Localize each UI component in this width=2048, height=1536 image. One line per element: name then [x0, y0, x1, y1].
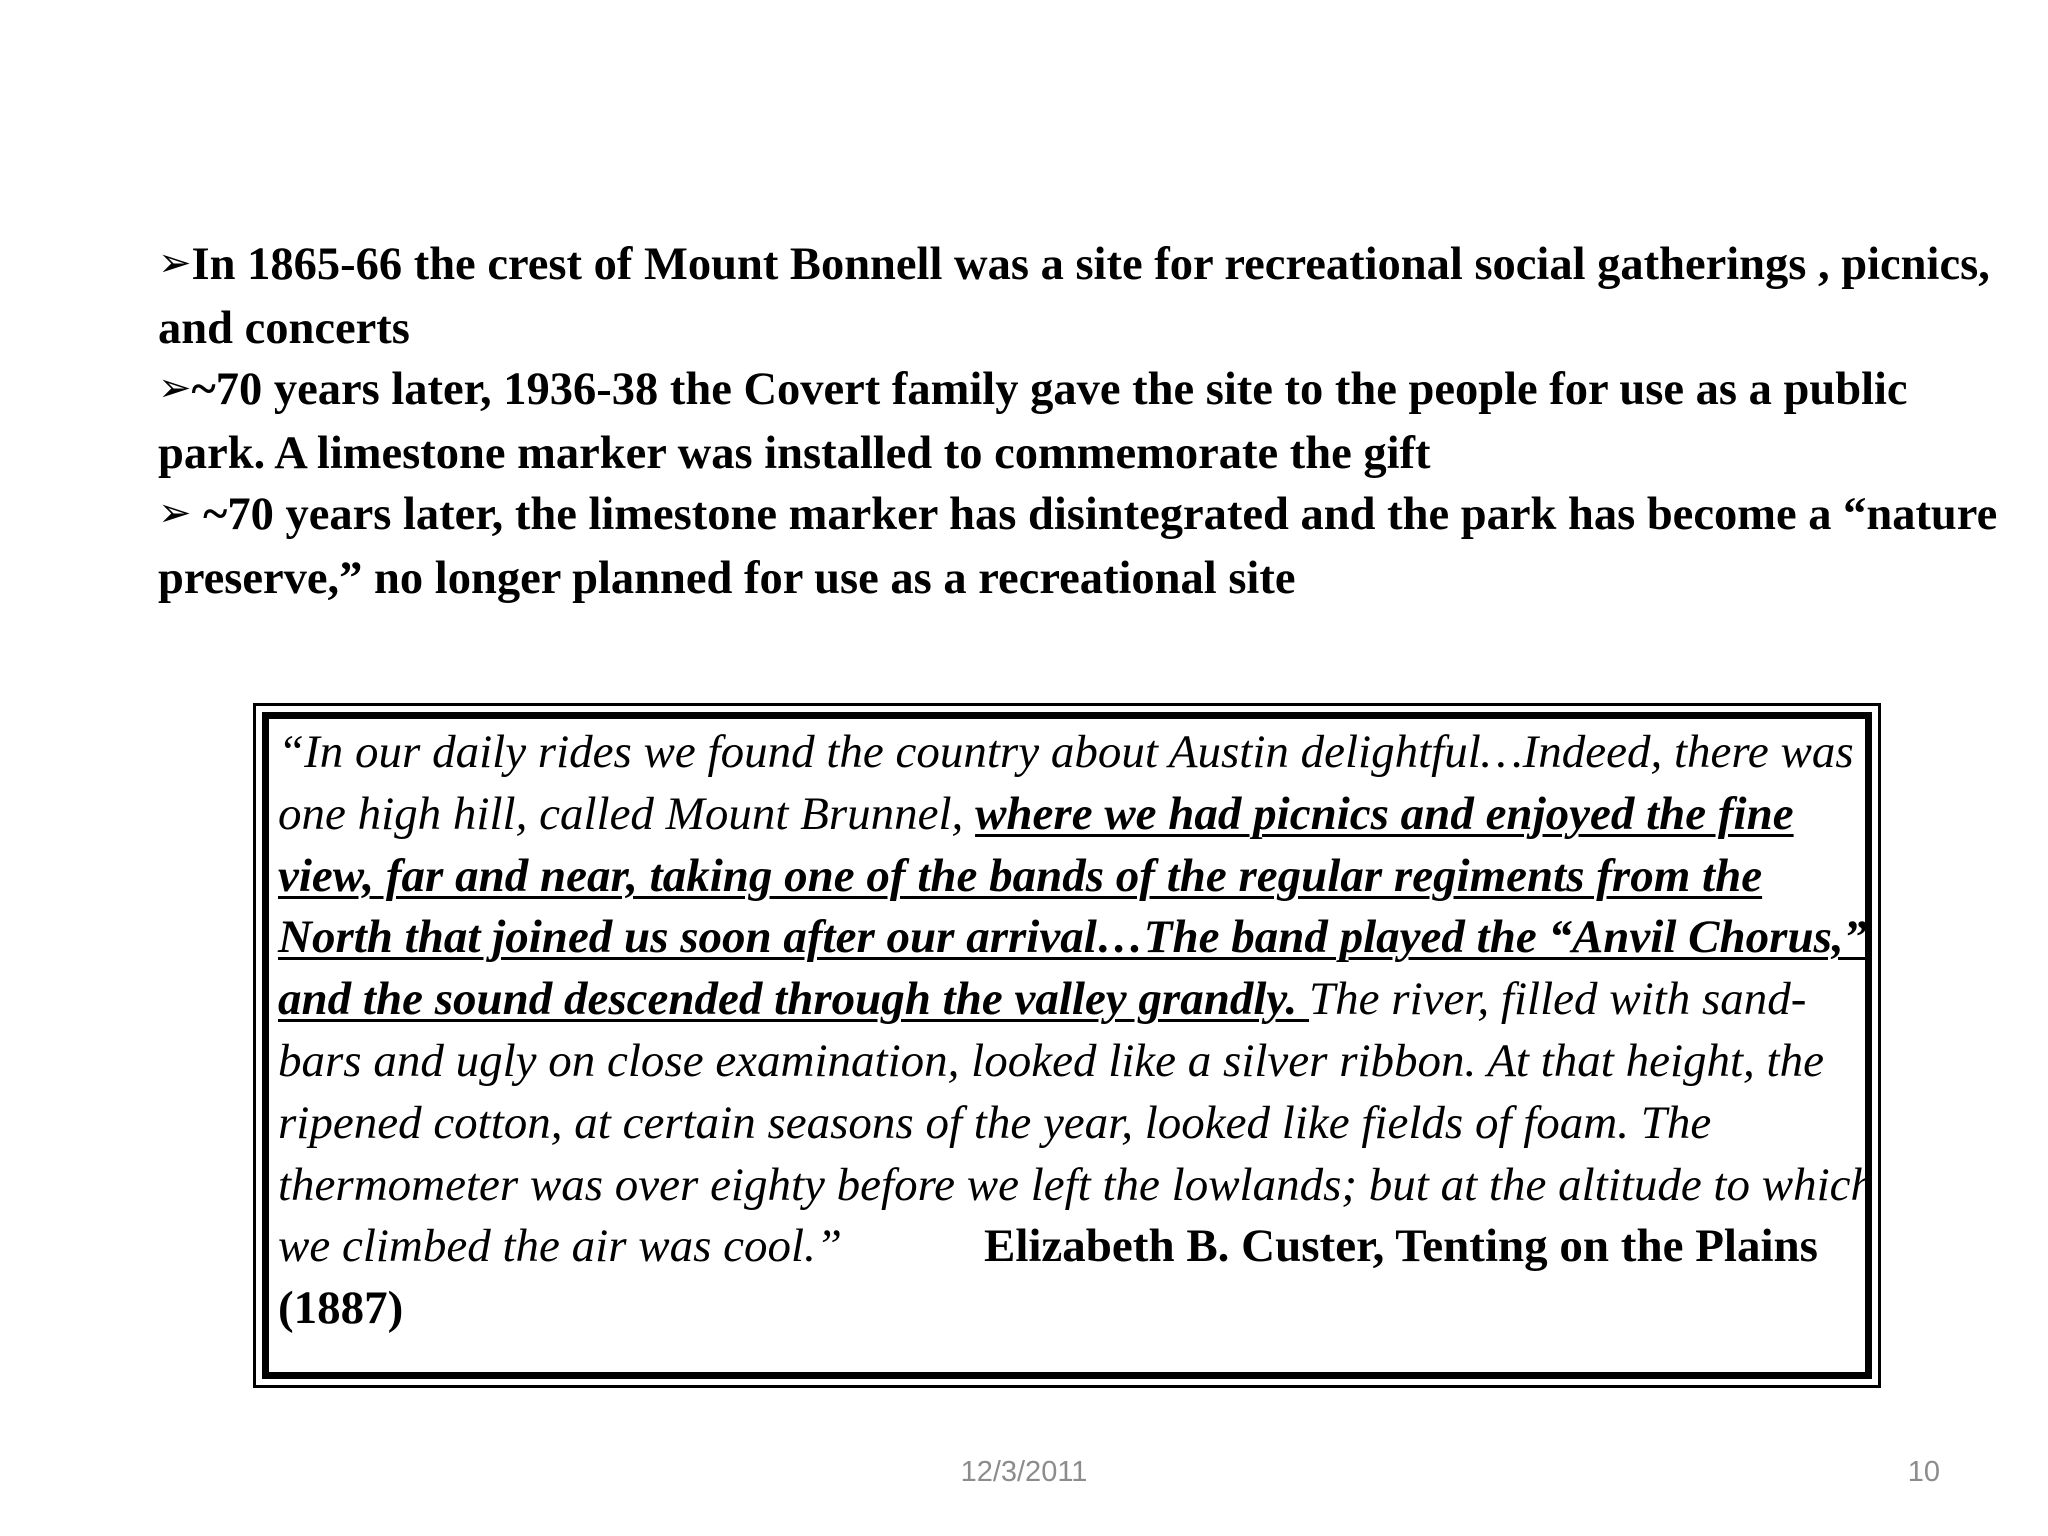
bullet-item-3: [158, 484, 2008, 609]
quote-part-2: The river, filled with sand-bars and ugly on close examination, looked like a silver ribbon. At that height, the ripened cotton, at certain seasons of the year, looked like fields of foam. The thermometer was over eighty before we left the lowlands; but at the altitude to which we climbed the air was cool.”: [278, 973, 1875, 1273]
arrow-bullet-icon: ➢: [158, 490, 192, 536]
arrow-bullet-icon: ➢: [158, 365, 192, 411]
quote-emphasis: where we had picnics and enjoyed the fine view, far and near, taking one of the bands of the regular regiments from the North that joined us soon after our arrival…The band played the “Anvil Chorus,” and the sound descended through the valley grandly.: [278, 787, 1868, 1026]
footer-page-number: 10: [1907, 1456, 1940, 1488]
bullet-list: [158, 234, 2008, 609]
quote-attribution: Elizabeth B. Custer, Tenting on the Plains (1887): [278, 1220, 1818, 1335]
quote-part-1: “In our daily rides we found the country about Austin delightful…Indeed, there was one high hill, called Mount Brunnel,: [278, 726, 1854, 840]
footer-date: 12/3/2011: [960, 1456, 1088, 1488]
bullet-item-2: [158, 359, 2008, 484]
quote-text: [278, 722, 1878, 1340]
bullet-text-1: In 1865-66 the crest of Mount Bonnell was a site for recreational social gatherings , picnics, and concerts: [158, 239, 1990, 354]
bullet-text-2: ~70 years later, 1936-38 the Covert family gave the site to the people for use as a public park. A limestone marker was installed to commemorate the gift: [158, 364, 1908, 479]
bullet-text-3: ~70 years later, the limestone marker has disintegrated and the park has become a “nature preserve,” no longer planned for use as a recreational site: [158, 489, 1998, 604]
bullet-item-1: [158, 234, 2008, 359]
arrow-bullet-icon: ➢: [158, 240, 192, 286]
